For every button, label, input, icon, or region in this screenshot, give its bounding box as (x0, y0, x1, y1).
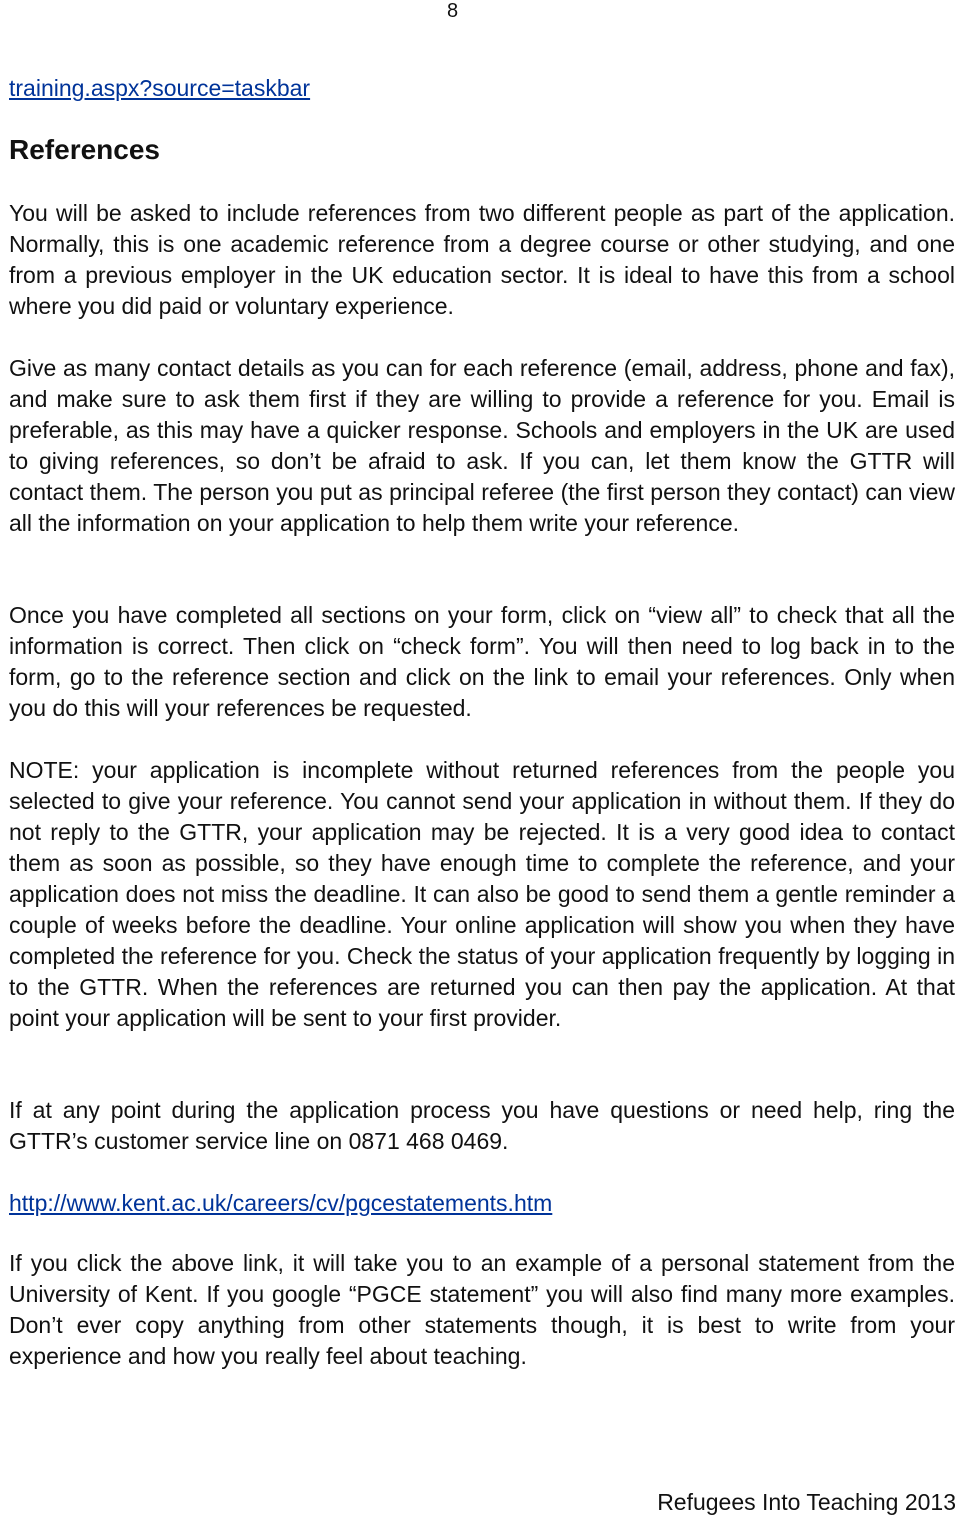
page-number: 8 (447, 0, 459, 22)
paragraph-note-incomplete: NOTE: your application is incomplete without returned references from the people you selected to give your reference. You cannot send your application in without them. If they do not reply to the GTTR, your application may be rejected. It is a very good idea to contact them as soon as possible, so they have enough time to complete the reference, and your application does not miss the deadline. It can also be good to send them a gentle reminder a couple of weeks before the deadline. Your online application will show you when they have completed the reference for you. Check the status of your application frequently by logging in to the GTTR. When the references are returned you can then pay the application. At that point your application will be sent to your first provider. (9, 757, 955, 1031)
top-url-link[interactable]: training.aspx?source=taskbar (9, 75, 311, 101)
section-heading-references: References (9, 134, 160, 165)
paragraph-contact-details: Give as many contact details as you can for each reference (email, address, phone and fax), and make sure to ask them first if they are willing to provide a reference for you. Email is preferable, as this may have a quicker response. Schools and employers in the UK are used to giving references, so don’t be afraid to ask. If you can, let them know the GTTR will contact them. The person you put as principal referee (the first person they contact) can view all the information on your application to help them write your reference. (9, 355, 955, 536)
page-footer: Refugees Into Teaching 2013 (657, 1489, 956, 1515)
kent-pgce-statements-link[interactable]: http://www.kent.ac.uk/careers/cv/pgcestatements.htm (9, 1190, 553, 1216)
paragraph-customer-service: If at any point during the application process you have questions or need help, ring the GTTR’s customer service line on 0871 468 0469. (9, 1097, 955, 1154)
paragraph-complete-sections: Once you have completed all sections on your form, click on “view all” to check that all the information is correct. Then click on “check form”. You will then need to log back in to the form, go to the reference section and click on the link to email your references. Only when you do this will your references be requested. (9, 602, 955, 721)
kent-link-line (9, 1188, 955, 1219)
paragraph-personal-statement: If you click the above link, it will take you to an example of a personal statement from the University of Kent. If you google “PGCE statement” you will also find many more examples. Don’t ever copy anything from other statements though, it is best to write from your experience and how you really feel about teaching. (9, 1250, 955, 1369)
paragraph-references-intro: You will be asked to include references from two different people as part of the application. Normally, this is one academic reference from a degree course or other studying, and one from a previous employer in the UK education sector. It is ideal to have this from a school where you did paid or voluntary experience. (9, 200, 955, 319)
